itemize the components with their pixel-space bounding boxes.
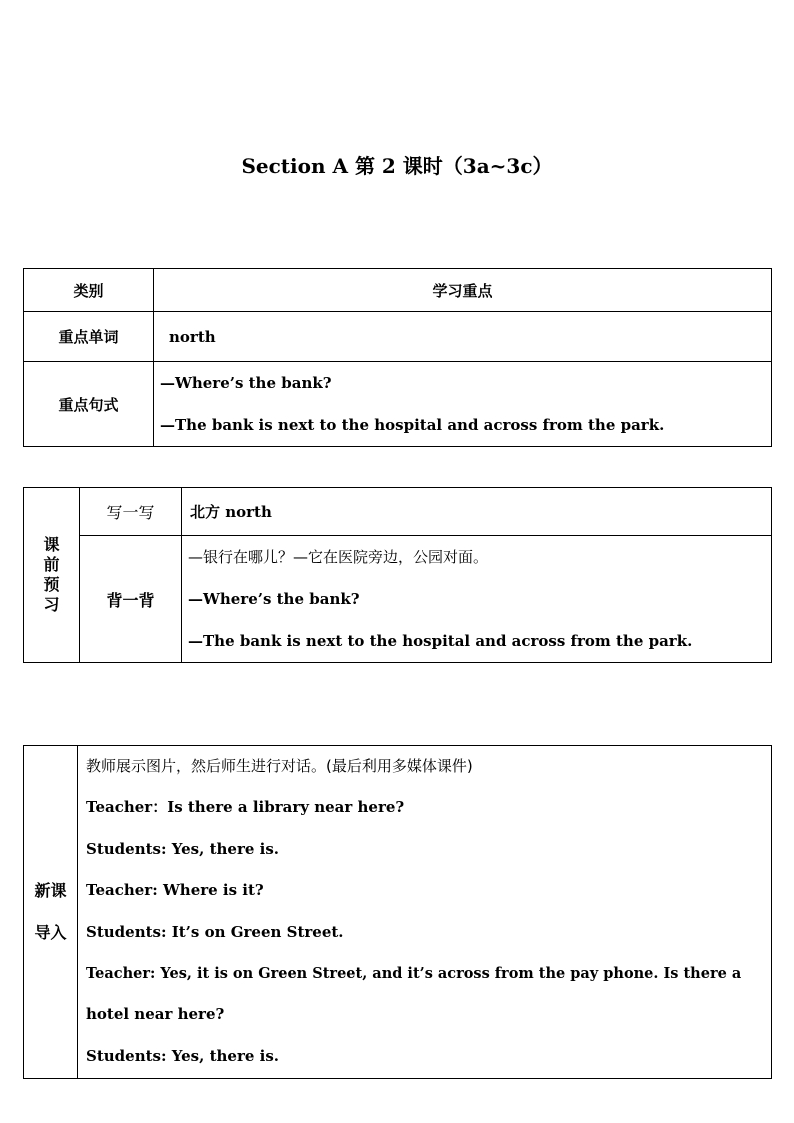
sentence-line: —Where’s the bank? — [160, 374, 332, 392]
row-label-sentences: 重点句式 — [24, 362, 154, 447]
table-row — [24, 488, 772, 536]
intro-line: Teacher: Where is it? — [86, 881, 264, 900]
intro-line: Teacher: Yes, it is on Green Street, and it’s across from the pay phone. Is there a — [86, 964, 742, 982]
sentence-line: —The bank is next to the hospital and across from the park. — [160, 416, 665, 434]
preview-table — [23, 487, 772, 663]
table-row — [24, 536, 772, 663]
row-label-words: 重点单词 — [24, 312, 154, 362]
header-focus: 学习重点 — [154, 269, 772, 312]
focus-header-row — [24, 269, 772, 312]
recite-line: —Where’s the bank? — [188, 590, 360, 608]
row-label-recite: 背一背 — [80, 536, 182, 663]
intro-line: Teacher：Is there a library near here? — [86, 798, 405, 817]
preview-side-label: 课前预习 — [24, 488, 80, 663]
recite-line: —银行在哪儿？—它在医院旁边，公园对面。 — [188, 548, 489, 566]
intro-line: Students: Yes, there is. — [86, 1046, 279, 1065]
intro-side-label: 新课 导入 — [24, 746, 78, 1079]
intro-content — [78, 746, 772, 1079]
page-title: Section A 第 2 课时（3a~3c） — [241, 154, 553, 178]
intro-line: Students: Yes, there is. — [86, 839, 279, 858]
recite-content — [182, 536, 772, 663]
intro-line: hotel near here? — [86, 1005, 225, 1024]
table-row — [24, 312, 772, 362]
intro-line: 教师展示图片，然后师生进行对话。(最后利用多媒体课件) — [86, 757, 473, 775]
intro-line: Students: It’s on Green Street. — [86, 922, 344, 941]
recite-line: —The bank is next to the hospital and across from the park. — [188, 632, 693, 650]
write-content: 北方 north — [182, 488, 772, 536]
table-row — [24, 362, 772, 447]
key-word: north — [154, 312, 772, 362]
header-category: 类别 — [24, 269, 154, 312]
key-sentences — [154, 362, 772, 447]
intro-table — [23, 745, 772, 1079]
row-label-write: 写一写 — [80, 488, 182, 536]
focus-table — [23, 268, 772, 447]
table-row — [24, 746, 772, 1079]
